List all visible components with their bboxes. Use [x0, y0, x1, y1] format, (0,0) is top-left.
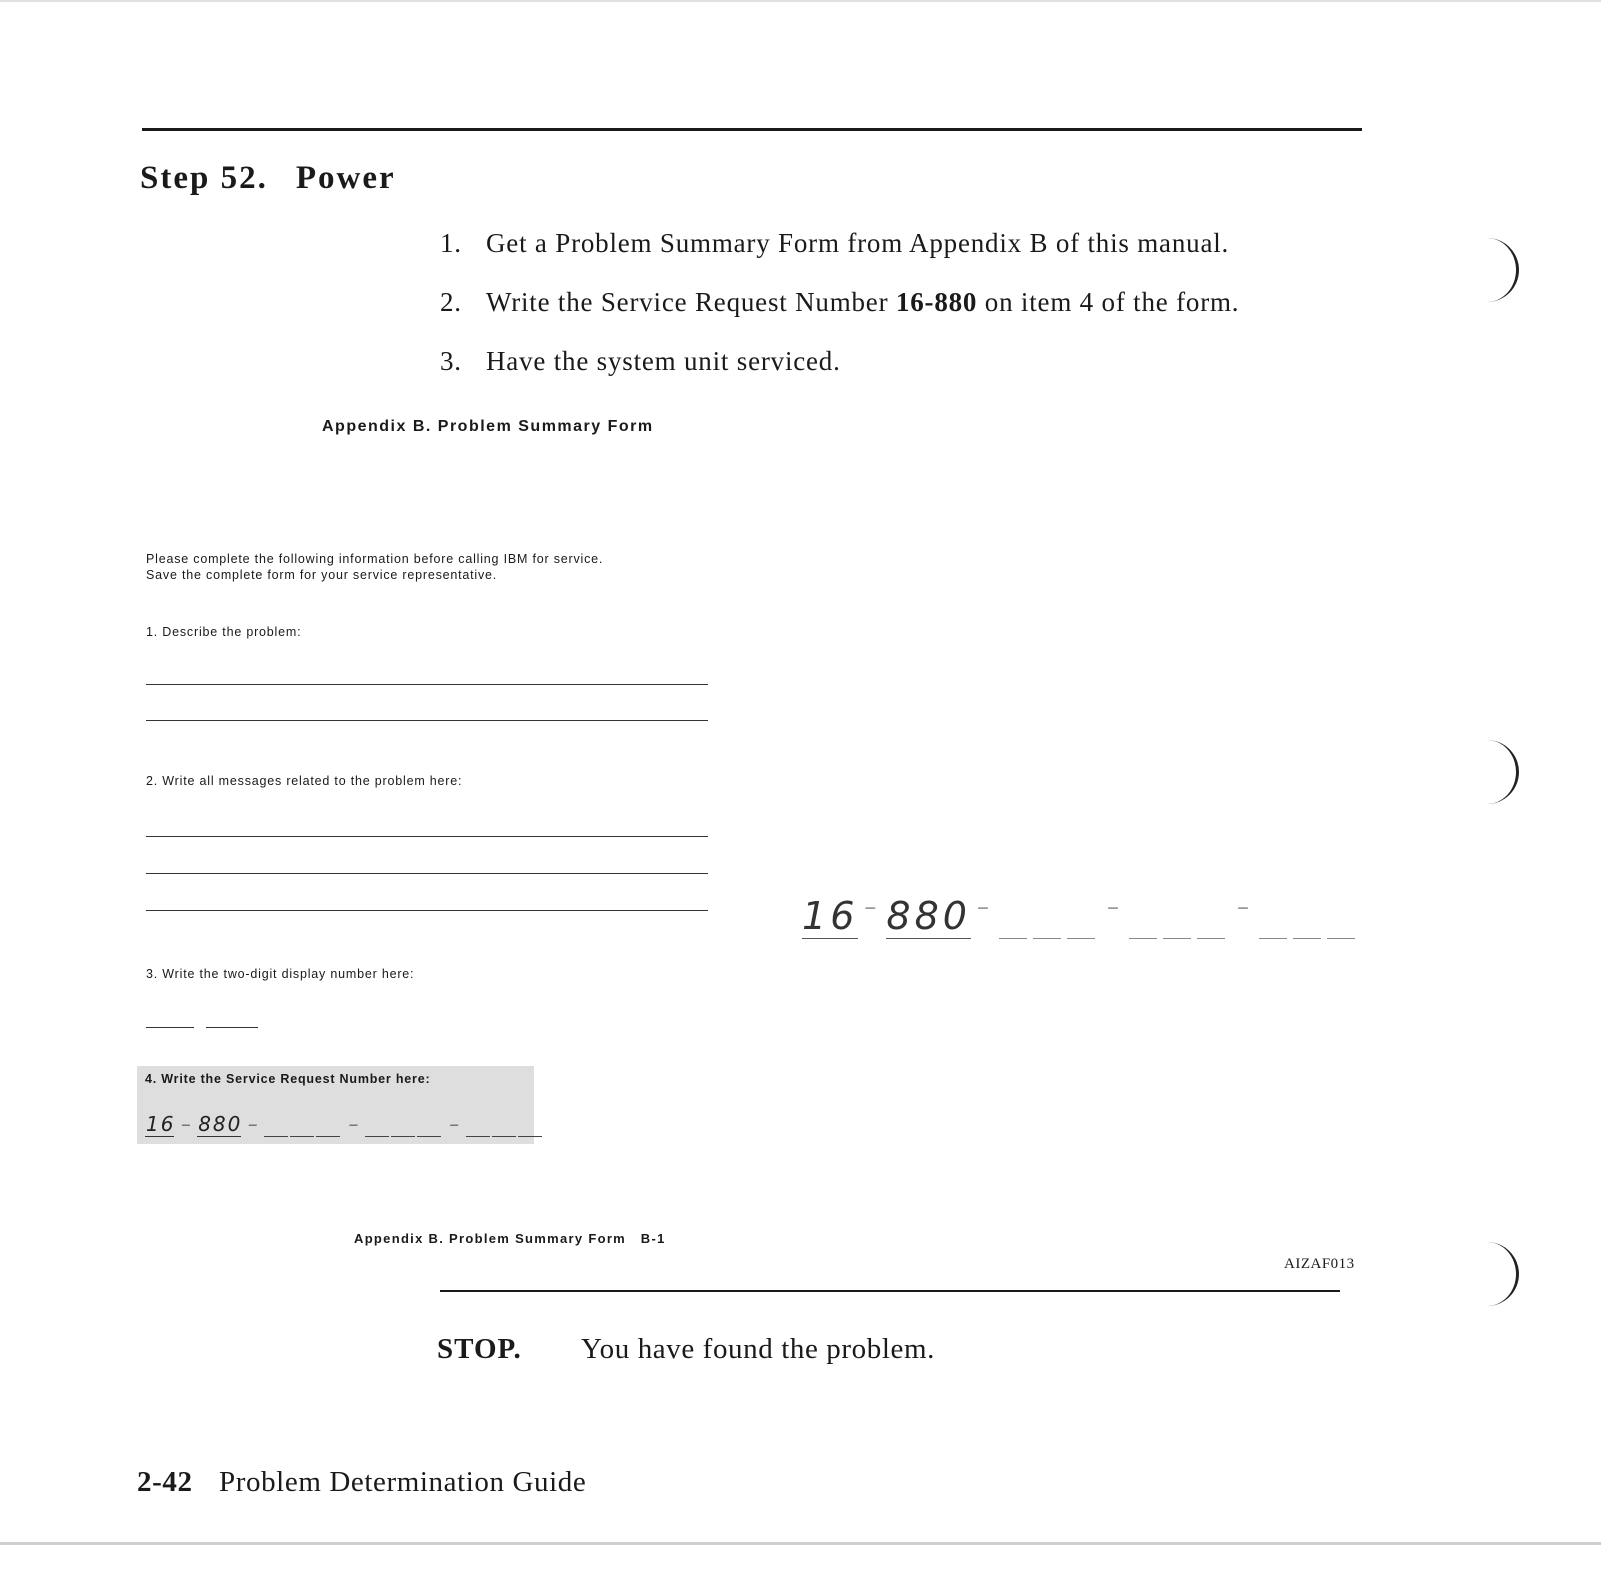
srn-blank	[316, 1116, 340, 1137]
instruction-text: Write the Service Request Number	[486, 287, 896, 317]
srn-digit: 6	[830, 894, 859, 938]
page-top-edge	[0, 0, 1601, 2]
form-question-1: 1. Describe the problem:	[146, 625, 302, 639]
figure-id: AIZAF013	[1284, 1256, 1355, 1272]
srn-digit: 1	[802, 894, 831, 938]
srn-blank	[391, 1116, 415, 1137]
srn-entry-enlarged: 16 – 880 – – –	[802, 893, 1361, 939]
srn-digit: 6	[160, 1112, 174, 1136]
instruction-2	[440, 287, 1239, 318]
srn-blank	[1293, 902, 1321, 939]
page-footer	[137, 1466, 586, 1499]
stop-label: STOP.	[437, 1333, 522, 1365]
form-question-3: 3. Write the two-digit display number here:	[146, 967, 415, 981]
srn-blank	[492, 1116, 516, 1137]
instruction-text: on item 4 of the form.	[977, 287, 1240, 317]
binder-hole-mark	[1468, 238, 1519, 302]
srn-blank	[1067, 902, 1095, 939]
srn-blank	[466, 1116, 490, 1137]
page-number: 2-42	[137, 1466, 193, 1498]
display-digit-line	[206, 1027, 258, 1028]
srn-blank	[1327, 902, 1355, 939]
form-intro-line-1: Please complete the following information before calling IBM for service.	[146, 552, 604, 566]
srn-digit: 0	[942, 894, 971, 938]
binder-hole-mark	[1468, 1242, 1519, 1306]
answer-line	[146, 836, 708, 837]
srn-blank	[290, 1116, 314, 1137]
page-bottom-edge	[0, 1542, 1601, 1545]
step-title: Power	[295, 160, 396, 196]
srn-blank	[1129, 902, 1157, 939]
instruction-text: Get a Problem Summary Form from Appendix B of this manual.	[486, 228, 1230, 258]
figure-footer-caption: Appendix B. Problem Summary Form B-1	[354, 1231, 666, 1246]
instruction-text: Have the system unit serviced.	[486, 346, 841, 376]
answer-line	[146, 873, 708, 874]
service-request-number: 16-880	[895, 287, 978, 317]
top-rule	[142, 128, 1362, 131]
srn-blank	[1259, 902, 1287, 939]
document-title: Problem Determination Guide	[219, 1466, 587, 1498]
instruction-number: 3.	[440, 346, 462, 376]
form-question-2: 2. Write all messages related to the problem here:	[146, 774, 463, 788]
srn-blank	[417, 1116, 441, 1137]
srn-blank	[999, 902, 1027, 939]
step-number: Step 52.	[140, 160, 268, 196]
service-request-number-box	[137, 1066, 534, 1144]
instruction-3	[440, 346, 841, 377]
srn-blank	[1163, 902, 1191, 939]
binder-hole-mark	[1468, 740, 1519, 804]
srn-digit: 1	[146, 1112, 159, 1136]
answer-line	[146, 720, 708, 721]
srn-entry-small: 1 6 – 8 8 0 – – –	[145, 1112, 544, 1137]
srn-blank	[1033, 902, 1061, 939]
display-digit-line	[146, 1027, 194, 1028]
answer-line	[146, 684, 708, 685]
srn-blank	[365, 1116, 389, 1137]
srn-digit: 0	[227, 1112, 241, 1136]
stop-line	[437, 1333, 935, 1366]
srn-digit: 8	[886, 894, 915, 938]
srn-digit: 8	[212, 1112, 226, 1136]
step-heading	[140, 160, 396, 197]
answer-line	[146, 910, 708, 911]
srn-blank	[1197, 902, 1225, 939]
bottom-rule	[440, 1290, 1340, 1292]
figure-caption: Appendix B. Problem Summary Form	[322, 418, 654, 435]
srn-digit: 8	[914, 894, 943, 938]
instruction-number: 2.	[440, 287, 462, 317]
form-question-4: 4. Write the Service Request Number here:	[145, 1072, 431, 1086]
srn-digit: 8	[198, 1112, 211, 1136]
instruction-1	[440, 228, 1229, 259]
form-intro-line-2: Save the complete form for your service representative.	[146, 568, 498, 582]
srn-blank	[518, 1116, 542, 1137]
instruction-number: 1.	[440, 228, 462, 258]
stop-text: You have found the problem.	[581, 1333, 935, 1365]
srn-blank	[264, 1116, 288, 1137]
